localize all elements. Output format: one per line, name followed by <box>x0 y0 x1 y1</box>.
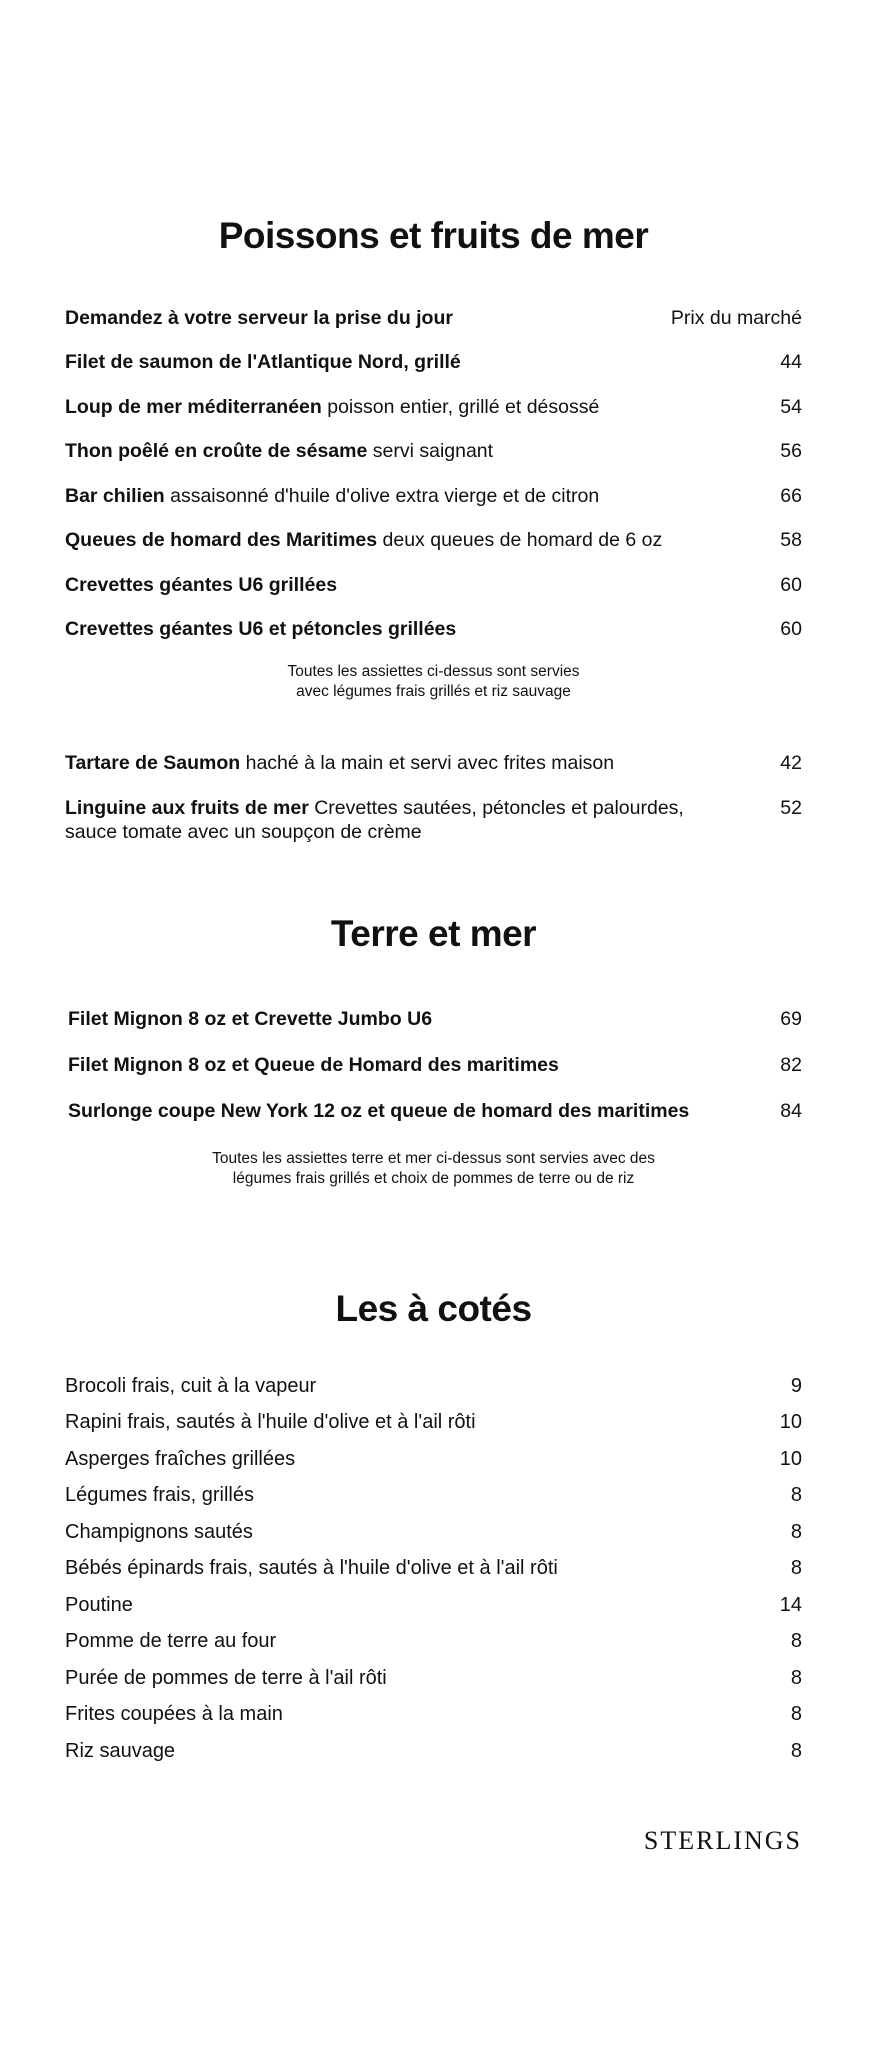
menu-item <box>65 484 802 508</box>
item-price: 14 <box>779 1594 802 1616</box>
item-description: poisson entier, grillé et désossé <box>321 396 600 418</box>
item-description: haché à la main et servi avec frites maison <box>240 752 615 774</box>
menu-item <box>65 306 802 330</box>
item-price: 42 <box>780 752 802 774</box>
menu-item <box>65 1374 802 1398</box>
item-name: Poutine <box>65 1594 133 1616</box>
note-line: Toutes les assiettes ci-dessus sont servies <box>287 663 580 680</box>
section-note <box>65 1149 802 1189</box>
menu-item <box>65 1593 802 1617</box>
menu-item <box>65 751 802 775</box>
item-price: 56 <box>780 440 802 462</box>
item-name: Rapini frais, sautés à l'huile d'olive et à l'ail rôti <box>65 1411 476 1433</box>
menu-item <box>65 573 802 597</box>
menu-item <box>65 617 802 641</box>
item-price: 10 <box>779 1448 802 1470</box>
item-price: 8 <box>790 1703 802 1725</box>
menu-item <box>65 1410 802 1434</box>
item-price: 60 <box>780 618 802 640</box>
menu-item <box>65 1702 802 1726</box>
item-price: 66 <box>780 485 802 507</box>
item-name: Asperges fraîches grillées <box>65 1448 296 1470</box>
item-name: Tartare de Saumon <box>65 752 241 774</box>
brand-logo: STERLINGS <box>643 1826 802 1855</box>
item-name: Pomme de terre au four <box>65 1630 277 1652</box>
item-description: deux queues de homard de 6 oz <box>377 529 663 551</box>
item-price: 44 <box>780 351 802 373</box>
item-price: 54 <box>780 396 802 418</box>
item-description: assaisonné d'huile d'olive extra vierge et de citron <box>164 485 600 507</box>
item-name: Linguine aux fruits de mer <box>65 797 309 819</box>
item-price: 8 <box>790 1557 802 1579</box>
menu-item <box>65 1739 802 1763</box>
item-price: 84 <box>780 1100 802 1122</box>
item-name: Légumes frais, grillés <box>65 1484 254 1506</box>
item-description: Crevettes sautées, pétoncles et palourdes, sauce tomate avec un soupçon de crème <box>65 797 684 843</box>
menu-item <box>65 350 802 374</box>
item-price: 69 <box>780 1008 802 1030</box>
menu-item <box>65 528 802 552</box>
item-price: 8 <box>790 1484 802 1506</box>
menu-item <box>65 1447 802 1471</box>
menu-item <box>65 1556 802 1580</box>
item-name: Demandez à votre serveur la prise du jour <box>65 307 453 329</box>
item-price: 8 <box>790 1521 802 1543</box>
item-price: 10 <box>779 1411 802 1433</box>
item-price: 8 <box>790 1667 802 1689</box>
menu-item <box>65 1483 802 1507</box>
note-line: avec légumes frais grillés et riz sauvage <box>296 683 571 700</box>
item-name: Champignons sautés <box>65 1521 253 1543</box>
item-name: Purée de pommes de terre à l'ail rôti <box>65 1667 387 1689</box>
item-name: Filet de saumon de l'Atlantique Nord, grillé <box>65 351 461 373</box>
menu-item <box>65 439 802 463</box>
section-title-seafood: Poissons et fruits de mer <box>218 215 649 256</box>
section-title-surf-turf: Terre et mer <box>330 913 537 954</box>
menu-item <box>68 1053 802 1077</box>
item-name: Brocoli frais, cuit à la vapeur <box>65 1375 317 1397</box>
item-description: servi saignant <box>367 440 494 462</box>
section-note <box>65 662 802 702</box>
item-name: Filet Mignon 8 oz et Queue de Homard des maritimes <box>68 1054 559 1076</box>
menu-item <box>65 796 802 844</box>
menu-item <box>68 1099 802 1123</box>
section-title-sides: Les à cotés <box>335 1288 532 1329</box>
menu-item <box>65 1629 802 1653</box>
item-price: 60 <box>780 574 802 596</box>
menu-item <box>65 395 802 419</box>
item-price: 8 <box>790 1740 802 1762</box>
note-line: légumes frais grillés et choix de pommes de terre ou de riz <box>232 1170 635 1187</box>
menu-page <box>65 0 802 2048</box>
item-price: Prix du marché <box>670 307 802 329</box>
item-name: Riz sauvage <box>65 1740 176 1762</box>
item-name: Bar chilien <box>65 485 165 507</box>
item-name: Queues de homard des Maritimes <box>65 529 378 551</box>
menu-item <box>65 1520 802 1544</box>
item-name: Surlonge coupe New York 12 oz et queue de homard des maritimes <box>68 1100 690 1122</box>
item-name: Loup de mer méditerranéen <box>65 396 322 418</box>
item-name: Filet Mignon 8 oz et Crevette Jumbo U6 <box>68 1008 433 1030</box>
item-name: Bébés épinards frais, sautés à l'huile d'olive et à l'ail rôti <box>65 1557 558 1579</box>
item-price: 9 <box>790 1375 802 1397</box>
item-name: Thon poêlé en croûte de sésame <box>65 440 368 462</box>
note-line: Toutes les assiettes terre et mer ci-dessus sont servies avec des <box>212 1150 655 1167</box>
item-name: Crevettes géantes U6 et pétoncles grillées <box>65 618 457 640</box>
item-price: 52 <box>780 797 802 819</box>
item-price: 58 <box>780 529 802 551</box>
item-name: Frites coupées à la main <box>65 1703 283 1725</box>
menu-item <box>65 1666 802 1690</box>
item-price: 8 <box>790 1630 802 1652</box>
item-price: 82 <box>780 1054 802 1076</box>
item-name: Crevettes géantes U6 grillées <box>65 574 338 596</box>
menu-item <box>68 1007 802 1031</box>
